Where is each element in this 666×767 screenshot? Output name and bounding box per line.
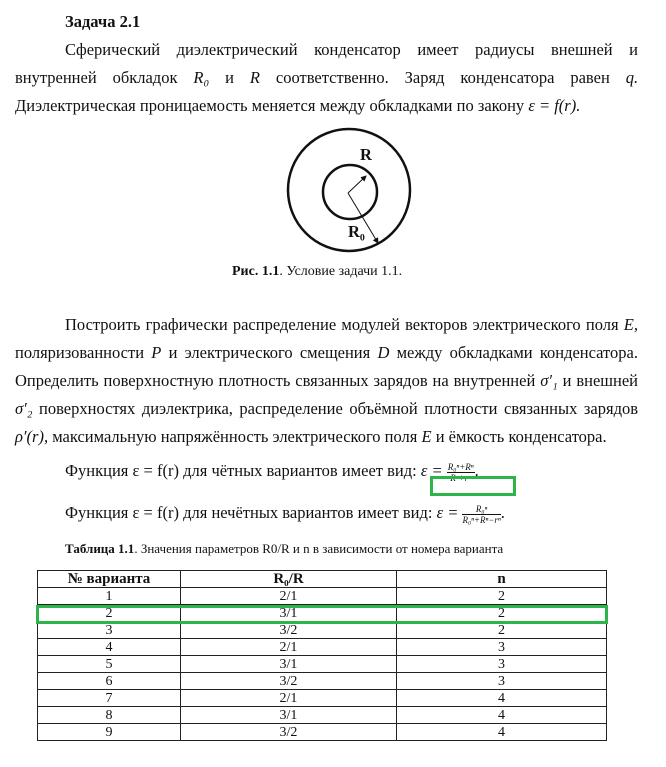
table-cell: 6 [38, 673, 181, 690]
table-cell: 1 [38, 588, 181, 605]
header-ratio: R₀/R [181, 571, 397, 588]
table-cell: 3 [397, 656, 607, 673]
table-row [38, 690, 607, 707]
paragraph-line: Определить поверхностную плотность связанных зарядов на внутренней σ′₁ и внешней [15, 371, 638, 390]
paragraph-line: σ′₂ поверхностях диэлектрика, распределение объёмной плотности связанных зарядов [15, 399, 639, 418]
table-cell: 4 [397, 690, 607, 707]
paragraph-line: поляризованности P и электрического смещения D между обкладками конденсатора. [15, 343, 638, 362]
table-cell: 2/1 [181, 588, 397, 605]
header-variant: № варианта [38, 571, 181, 588]
label-r: R [360, 145, 372, 164]
table-cell: 3 [397, 639, 607, 656]
table-cell: 2 [397, 605, 607, 622]
table-cell: 3/1 [181, 605, 397, 622]
table-cell: 2 [397, 622, 607, 639]
table-row [38, 724, 607, 741]
table-cell: 3/2 [181, 724, 397, 741]
table-cell: 8 [38, 707, 181, 724]
table-cell: 3/2 [181, 673, 397, 690]
row-highlight [36, 605, 608, 624]
paragraph-line: ρ′(r), максимальную напряжённость электрического поля E и ёмкость конденсатора. [15, 427, 607, 446]
table-cell: 2/1 [181, 690, 397, 707]
task-title: Задача 2.1 [65, 12, 141, 31]
inner-sphere [323, 165, 377, 219]
table-cell: 2 [397, 588, 607, 605]
table-row [38, 639, 607, 656]
table-cell: 4 [397, 707, 607, 724]
table-row [38, 622, 607, 639]
table-cell: 9 [38, 724, 181, 741]
radius-r-arrow [348, 176, 366, 193]
table-cell: 3/1 [181, 656, 397, 673]
table-cell: 5 [38, 656, 181, 673]
paragraph-line: Диэлектрическая проницаемость меняется между обкладками по закону ε = f(r). [15, 96, 581, 115]
table-row [38, 656, 607, 673]
table-row [38, 588, 607, 605]
table-cell: 3/2 [181, 622, 397, 639]
table-row [38, 707, 607, 724]
table-cell: 4 [397, 724, 607, 741]
table-cell: 4 [38, 639, 181, 656]
label-r0: R₀ [348, 222, 365, 241]
table-caption: Таблица 1.1. Значения параметров R0/R и n в зависимости от номера варианта [65, 541, 504, 556]
paragraph-line: внутренней обкладок R₀ и R соответственно. Заряд конденсатора равен q. [15, 68, 639, 87]
table-cell: 3 [397, 673, 607, 690]
odd-function-line: Функция ε = f(r) для нечётных вариантов имеет вид: ε = $\frac{\text{R₀ⁿ}}{\text{R₀ⁿ+Rⁿ−rⁿ}}$ . [65, 503, 505, 525]
paragraph-line: Сферический диэлектрический конденсатор имеет радиусы внешней и [65, 40, 638, 59]
table-cell: 3/1 [181, 707, 397, 724]
figure-caption: Рис. 1.1. Условие задачи 1.1. [232, 264, 403, 279]
formula-highlight [430, 476, 516, 496]
table-cell: 2 [38, 605, 181, 622]
table-cell: 3 [38, 622, 181, 639]
paragraph-line: Построить графически распределение модулей векторов электрического поля E, [65, 315, 638, 334]
table-cell: 7 [38, 690, 181, 707]
table-row [38, 673, 607, 690]
variants-table [37, 570, 607, 741]
table-cell: 2/1 [181, 639, 397, 656]
header-n: n [397, 571, 607, 588]
even-function-line: Функция ε = f(r) для чётных вариантов имеет вид: ε = $\frac{\text{R₀ⁿ+Rⁿ}}{\text{Rⁿ+rⁿ}}$ . [65, 461, 479, 483]
